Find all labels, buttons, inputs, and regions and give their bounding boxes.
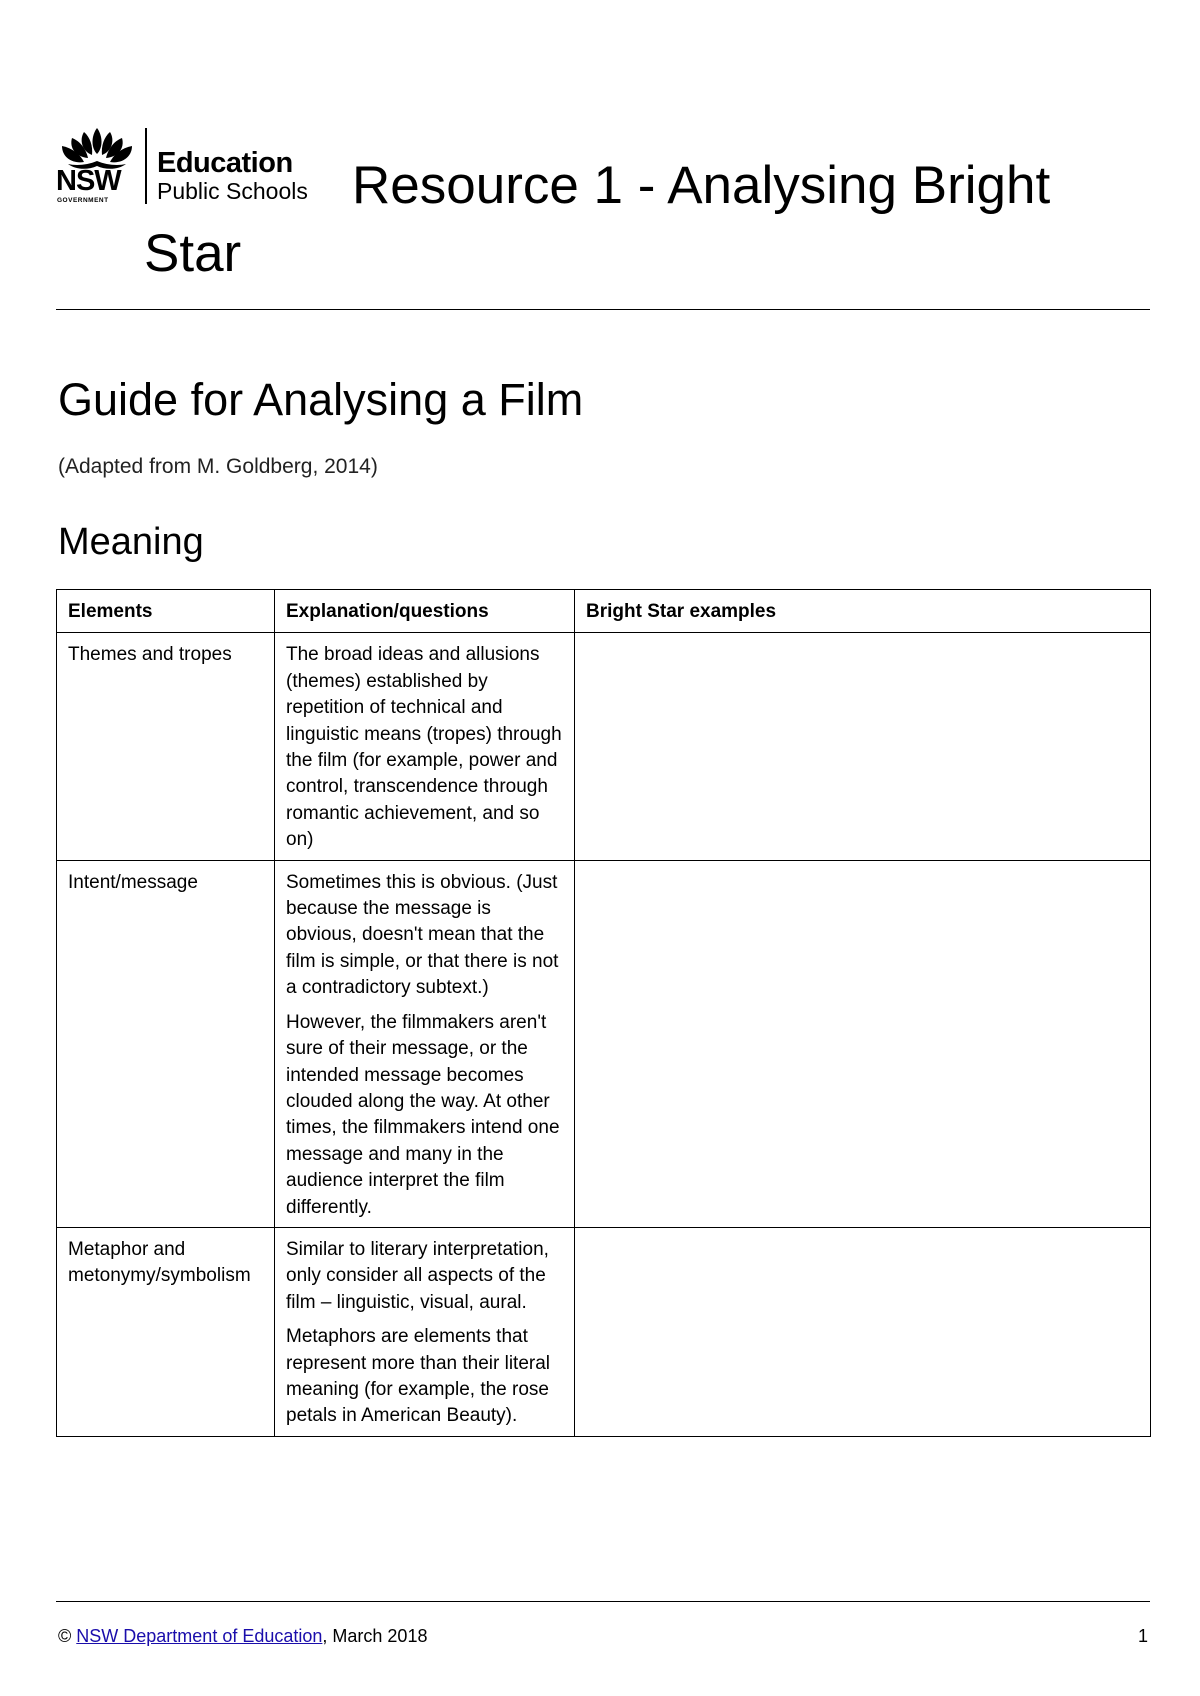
logo-public-schools-text: Public Schools	[157, 178, 308, 204]
section-heading: Meaning	[58, 521, 204, 563]
table-row	[57, 1227, 1151, 1436]
table-row	[57, 860, 1151, 1227]
nsw-department-link[interactable]: NSW Department of Education	[76, 1626, 323, 1646]
analysis-table	[56, 589, 1151, 1437]
logo-government-text: GOVERNMENT	[57, 197, 109, 204]
document-title-line1: Resource 1 - Analysing Bright	[352, 156, 1051, 215]
source-citation: (Adapted from M. Goldberg, 2014)	[58, 455, 378, 478]
footer-divider	[56, 1601, 1150, 1602]
explanation-paragraph: Similar to literary interpretation, only consider all aspects of the film – linguistic, visual, aural.	[286, 1238, 549, 1313]
nsw-education-logo	[56, 126, 338, 206]
element-cell: Intent/message	[57, 860, 275, 1227]
logo-nsw-text: NSW	[56, 165, 121, 197]
header-divider	[56, 309, 1150, 310]
column-header-elements: Elements	[57, 590, 275, 633]
explanation-paragraph: The broad ideas and allusions (themes) established by repetition of technical and linguistic means (tropes) through the film (for example, power and control, transcendence through romantic achievement, and so on)	[286, 644, 562, 851]
explanation-paragraph: However, the filmmakers aren't sure of their message, or the intended message becomes clouded along the way. At other times, the filmmakers intend one message and many in the audience interpret the film differently.	[286, 1011, 560, 1218]
column-header-explanation: Explanation/questions	[275, 590, 575, 633]
example-cell[interactable]	[575, 1227, 1151, 1436]
explanation-cell	[275, 1227, 575, 1436]
logo-education-text: Education	[157, 147, 293, 179]
page-number: 1	[1137, 1626, 1148, 1646]
explanation-cell	[275, 860, 575, 1227]
column-header-examples: Bright Star examples	[575, 590, 1151, 633]
table-header-row	[57, 590, 1151, 633]
explanation-paragraph: Metaphors are elements that represent more than their literal meaning (for example, the rose petals in American Beauty).	[286, 1326, 551, 1427]
footer-date: , March 2018	[322, 1626, 428, 1646]
example-cell[interactable]	[575, 860, 1151, 1227]
explanation-cell	[275, 633, 575, 860]
footer-copyright	[58, 1624, 427, 1648]
document-title-line2: Star	[144, 224, 242, 283]
example-cell[interactable]	[575, 633, 1151, 860]
copyright-symbol: ©	[58, 1626, 72, 1646]
element-cell: Metaphor and metonymy/symbolism	[57, 1227, 275, 1436]
element-cell: Themes and tropes	[57, 633, 275, 860]
logo-divider	[145, 128, 147, 204]
explanation-paragraph: Sometimes this is obvious. (Just because the message is obvious, doesn't mean that the film is simple, or that there is not a contradictory subtext.)	[286, 871, 559, 999]
table-row	[57, 633, 1151, 860]
page-heading: Guide for Analysing a Film	[58, 374, 584, 425]
